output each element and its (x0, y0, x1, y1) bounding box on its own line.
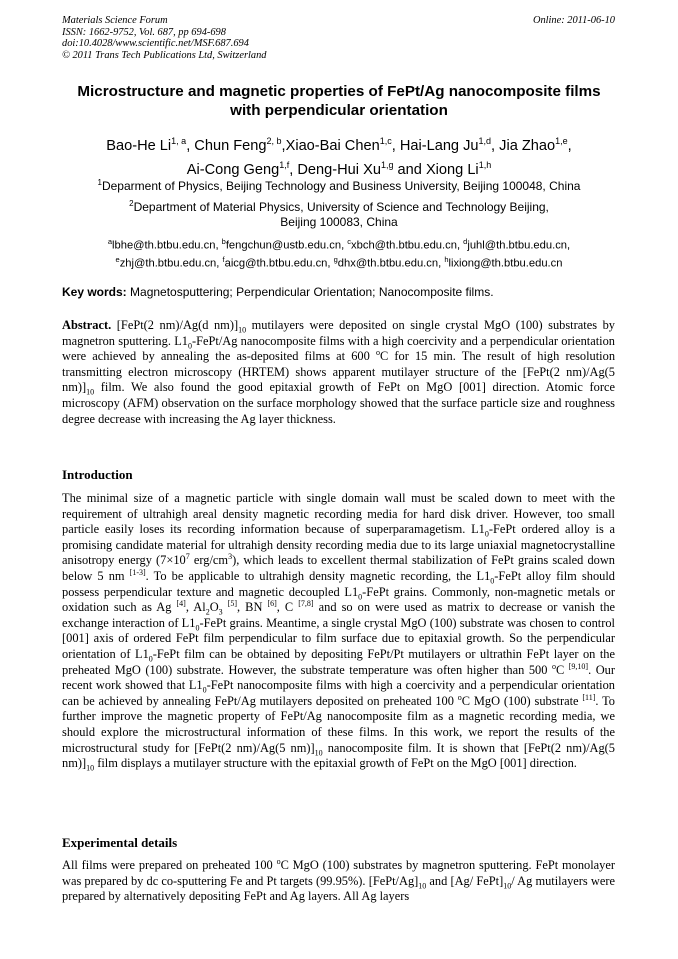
author-4: Hai-Lang Ju$^{1,d}$, (399, 136, 500, 154)
title-line-2: with perpendicular orientation (230, 102, 448, 119)
author-6: Ai-Cong Geng$^{1,f}$, (186, 159, 298, 178)
email-link[interactable]: juhl@th.btbu.edu.cn (467, 239, 568, 252)
author-5: Jia Zhao$^{1,e}$, (499, 136, 572, 154)
abstract: Abstract. [FePt(2 nm)/Ag(d $nm)]_{10}$ mutilayers were deposited on single crystal MgO (100) substrates by magnetron sputtering. $L1_0-FePt/Ag$ nanocomposite films with a high coercivity and a perpendicular orientation were achieved by annealing the as-deposited films at 600 $^o$C for 15 min. The result of high resolution transmitting electron microscopy (HRTEM) shows apparent mutilayer structure of the [FePt(2 nm)/Ag(5 $nm)]_{10}$ film. We also found the good epitaxial growth of FePt on MgO [001] direction. Atomic force microscopy (AFM) observation on the surface morphology showed that the surface particle size and roughness degree decrease with increasing the Ag layer thickness. (62, 318, 616, 426)
keywords-text: Magnetosputtering; Perpendicular Orientation; Nanocomposite films. (130, 285, 494, 299)
keywords-label: Key words: (62, 285, 127, 299)
section-heading-introduction: Introduction (62, 467, 133, 482)
issn: ISSN: 1662-9752, Vol. 687, pp 694-698 (62, 26, 226, 38)
author-8: Xiong Li$^{1,h}$ (425, 159, 492, 178)
introduction-text: The minimal size of a magnetic particle with single domain wall must be scaled down to meet with the requirement of ultrahigh areal density magnetic recording media for hard disk driver. However, too small particle easily loses its recording information because of superparamagetism. $L1_0$-FePt ordered alloy is a promising candidate material for ultrahigh density recording media due to its large uniaxial magnetocrystalline anisotropy energy ($7\times 10^7$ erg/$cm^3$), which leads to excellent thermal stabilization of FePt grains scaled down below 5 nm [1-3]. To be applicable to ultrahigh density magnetic recording, the $L1_0$-FePt alloy film should possess perpendicular texture and magnetic decoupled $L1_0$-FePt grains. Commonly, non-magnetic metals or oxidation such as Ag [4], $Al_2O_3$ [5], BN [6], C [7,8] and so on were used as matrix to decrease or vanish the exchange interaction of $L1_0$-FePt grains. Meantime, a single crystal MgO (100) substrate was chosen to control [001] axis of ordered FePt film perpendicular to film surface due to epitaxial growth. So the perpendicular orientation of $L1_0$-FePt film can be obtained by depositing FePt/Pt mutilayers or ultrathin FePt layer on the preheated MgO (100) substrate. However, the substrate temperature was often higher than 500 $^o$C [9,10]. Our recent work showed that $L1_0$-FePt nanocomposite films with high a coercivity and a perpendicular orientation can be achieved by annealing FePt/Ag mutilayers deposited on preheated 100 $^o$C MgO (100) substrate [11]. To further improve the magnetic property of FePt/Ag nanocomposite film as a magnetic recording media, we should explore the microstructural information of these films. In this work, we report the results of the microstructural study for [FePt(2 nm)/Ag(5 $nm)]_{10}$ nanocomposite film. It is shown that [FePt(2 nm)/Ag(5 $nm)]_{10}$ film displays a mutilayer structure with the epitaxial growth of FePt on the MgO [001] direction. (62, 491, 616, 773)
abstract-label: Abstract. (62, 318, 112, 332)
journal-name: Materials Science Forum (62, 15, 168, 26)
email-link[interactable]: lbhe@th.btbu.edu.cn (112, 239, 216, 252)
doi: doi:10.4028/www.scientific.net/MSF.687.694 (62, 38, 249, 50)
email-list: $^a$lbhe@th.btbu.edu.cn, $^b$fengchun@ustb.edu.cn, $^c$xbch@th.btbu.edu.cn, $^d$juhl@th.btbu.edu.cn, $^e$zhj@th.btbu.edu.cn, $^f$aicg@th.btbu.edu.cn, $^g$dhx@th.btbu.edu.cn, $^h$lixiong@th.btbu.edu.cn (107, 237, 571, 270)
keywords (62, 285, 622, 300)
title-line-1: Microstructure and magnetic properties of FePt/Ag nanocomposite films (77, 83, 601, 100)
copyright: © 2011 Trans Tech Publications Ltd, Switzerland (62, 49, 267, 61)
email-link[interactable]: xbch@th.btbu.edu.cn (351, 239, 457, 252)
email-link[interactable]: zhj@th.btbu.edu.cn (119, 257, 217, 270)
online-date: Online: 2011-06-10 (532, 15, 615, 26)
author-2: Chun Feng$^{2, b}$, (194, 136, 286, 154)
affiliation-2: $^2$Department of Material Physics, University of Science and Technology Beijing, Beijing 100083, China (129, 199, 549, 229)
author-7: Deng-Hui Xu$^{1,g}$ and (297, 159, 426, 178)
email-link[interactable]: dhx@th.btbu.edu.cn (337, 257, 439, 270)
affiliation-1: $^1$Deparment of Physics, Beijing Technology and Business University, Beijing 100048, China (97, 178, 581, 193)
author-list (40, 132, 638, 180)
email-link[interactable]: fengchun@ustb.edu.cn (225, 239, 342, 252)
section-heading-experimental: Experimental details (62, 835, 178, 850)
author-3: Xiao-Bai Chen$^{1,c}$, (285, 136, 400, 154)
author-1: Bao-He Li$^{1, a}$, (106, 136, 195, 154)
journal-header (62, 15, 266, 61)
email-link[interactable]: aicg@th.btbu.edu.cn (224, 257, 328, 270)
email-link[interactable]: lixiong@th.btbu.edu.cn (448, 257, 563, 270)
paper-title (40, 82, 638, 120)
experimental-text: All films were prepared on preheated 100 $^o$C MgO (100) substrates by magnetron sputtering. FePt monolayer was prepared by dc co-sputtering Fe and Pt targets (99.95%). $[FePt/Ag]_{10}$ and [Ag/ $FePt]_{10}/$ Ag mutilayers were prepared by alternatively depositing FePt and Ag layers. All Ag layers (62, 856, 615, 904)
